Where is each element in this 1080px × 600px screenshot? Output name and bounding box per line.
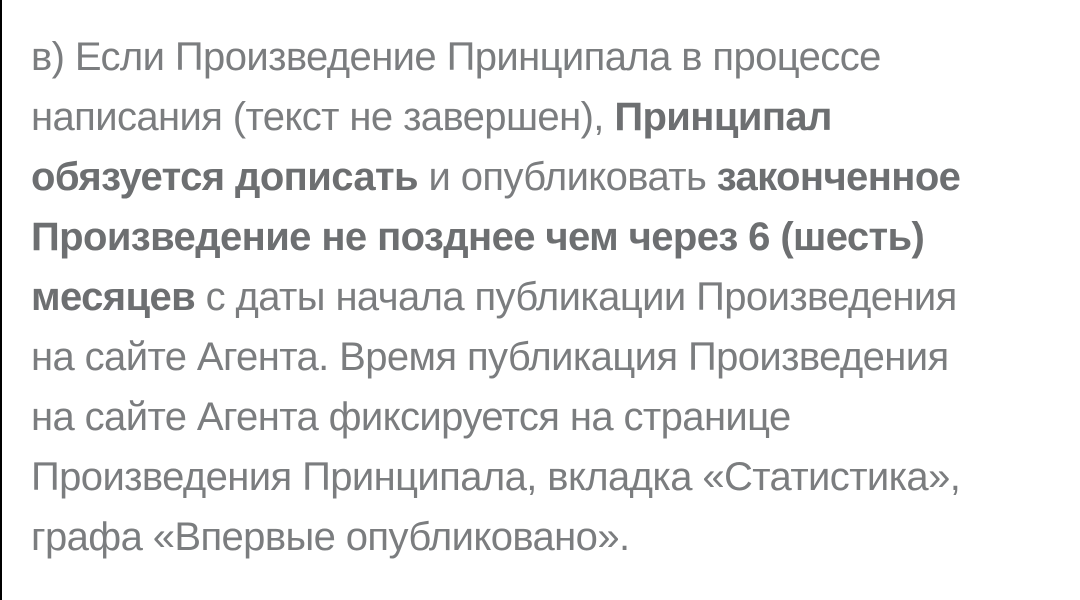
- left-edge-line: [0, 0, 2, 600]
- text-segment: на сайте Агента фиксируется на странице: [31, 395, 791, 439]
- paragraph-line: [31, 147, 1060, 207]
- bold-text-segment: месяцев: [31, 275, 196, 319]
- text-segment: в) Если Произведение Принципала в процессе: [31, 35, 881, 79]
- bold-text-segment: обязуется дописать: [31, 155, 418, 199]
- bold-text-segment: Произведение не позднее чем через 6 (шесть): [31, 215, 925, 259]
- text-segment: на сайте Агента. Время публикация Произведения: [31, 335, 949, 379]
- paragraph-line: [31, 447, 1060, 507]
- paragraph-line: [31, 507, 1060, 567]
- text-segment: с даты начала публикации Произведения: [195, 275, 957, 319]
- paragraph-line: [31, 387, 1060, 447]
- paragraph-line: [31, 267, 1060, 327]
- paragraph-line: [31, 207, 1060, 267]
- contract-clause-paragraph: [31, 27, 1060, 567]
- bold-text-segment: Принципал: [614, 95, 832, 139]
- text-segment: и опубликовать: [417, 155, 717, 199]
- text-segment: Произведения Принципала, вкладка «Статистика»,: [31, 455, 961, 499]
- bold-text-segment: законченное: [716, 155, 961, 199]
- paragraph-line: [31, 327, 1060, 387]
- text-segment: графа «Впервые опубликовано».: [31, 515, 630, 559]
- paragraph-line: [31, 87, 1060, 147]
- paragraph-line: [31, 27, 1060, 87]
- text-segment: написания (текст не завершен),: [31, 95, 615, 139]
